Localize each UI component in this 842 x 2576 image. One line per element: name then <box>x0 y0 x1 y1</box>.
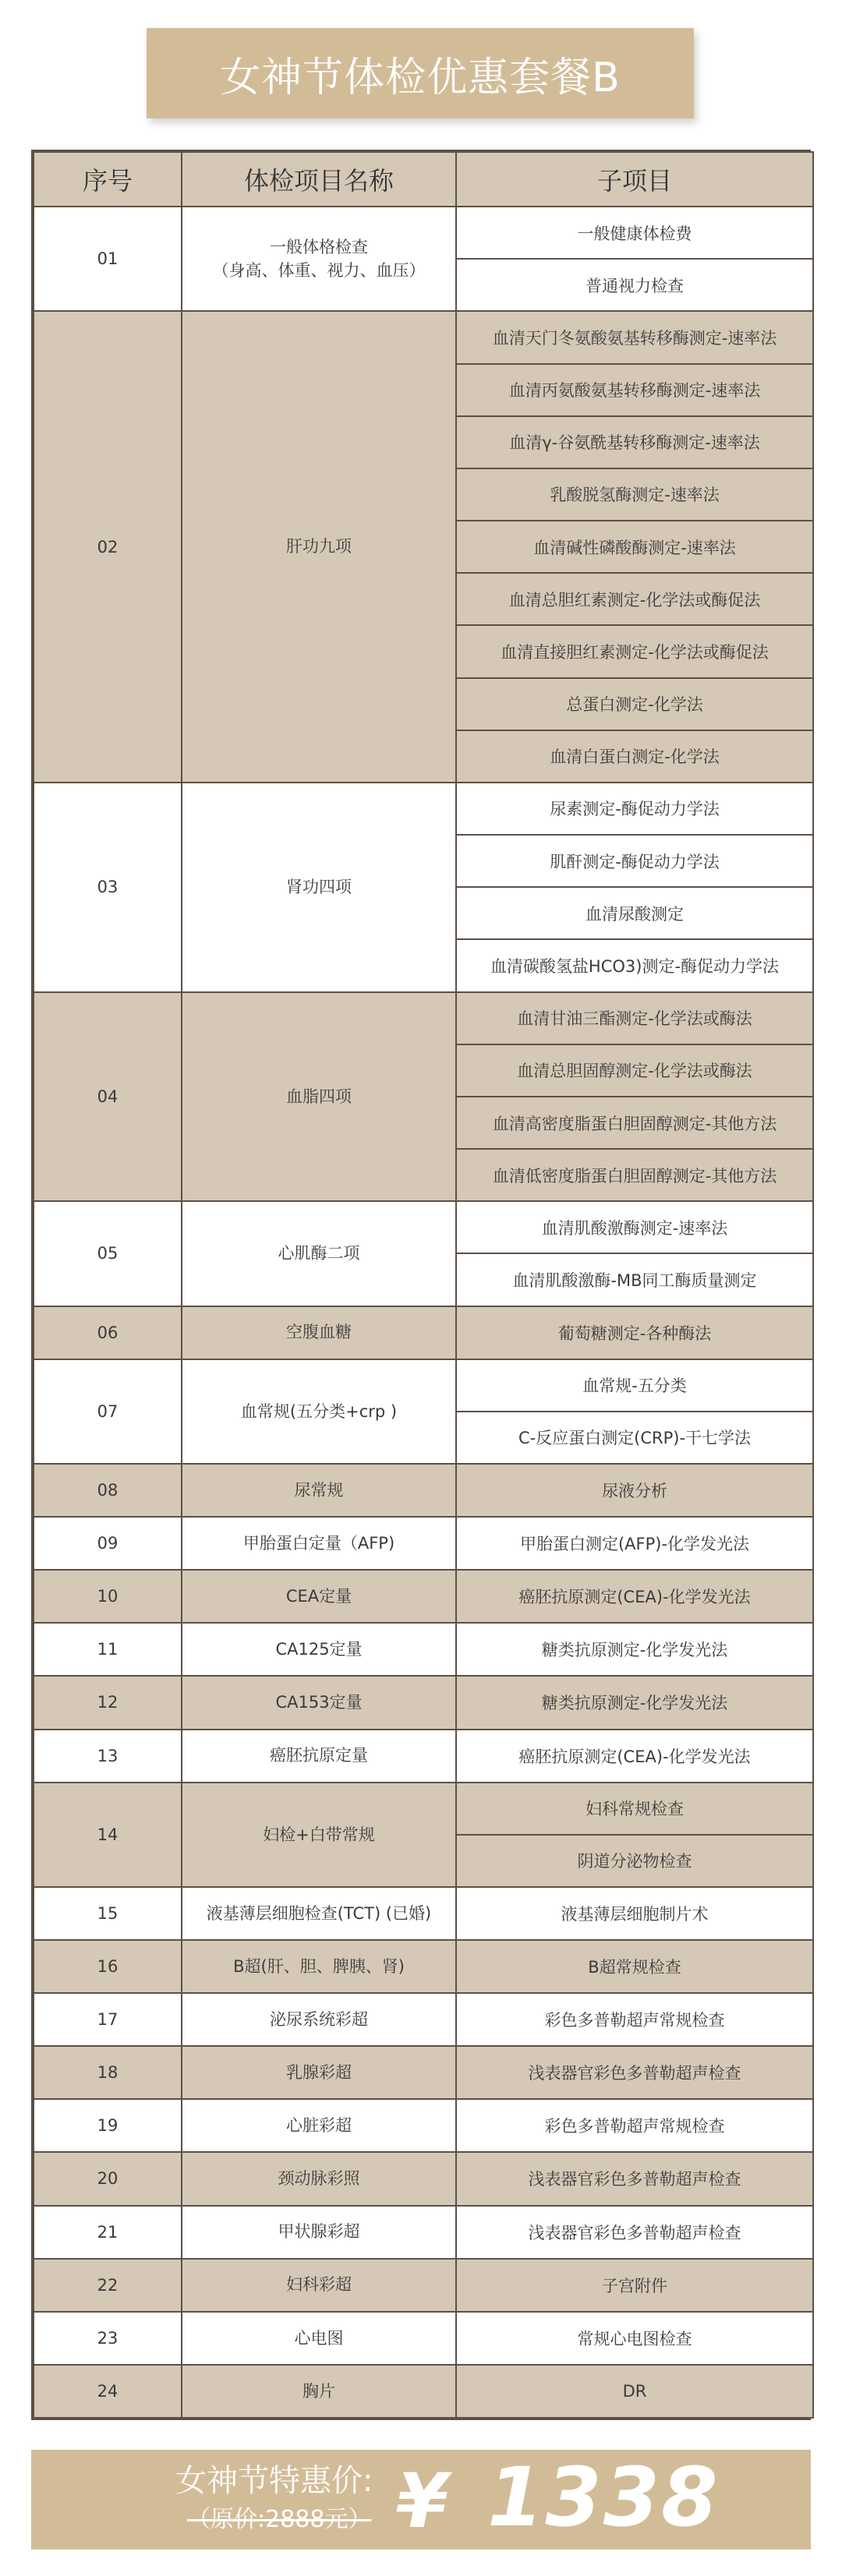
item-number: 20 <box>34 2152 182 2205</box>
table-row <box>34 1570 813 1623</box>
sub-item: 尿素测定-酶促动力学法 <box>456 783 813 835</box>
table-row <box>34 2312 813 2365</box>
item-name: CA125定量 <box>182 1623 456 1676</box>
header-no: 序号 <box>34 152 182 207</box>
sub-item: 阴道分泌物检查 <box>456 1835 813 1887</box>
item-name: 心肌酶二项 <box>182 1201 456 1306</box>
item-number: 08 <box>34 1464 182 1517</box>
item-name: 甲胎蛋白定量（AFP) <box>182 1517 456 1570</box>
item-number: 11 <box>34 1623 182 1676</box>
item-number: 24 <box>34 2365 182 2418</box>
item-name: 妇科彩超 <box>182 2259 456 2312</box>
table-row <box>34 1676 813 1729</box>
item-number: 17 <box>34 1993 182 2046</box>
item-number: 01 <box>34 207 182 311</box>
item-name: 肾功四项 <box>182 783 456 992</box>
item-name: 癌胚抗原定量 <box>182 1730 456 1783</box>
header-item-name: 体检项目名称 <box>182 152 456 207</box>
sub-item: 血清低密度脂蛋白胆固醇测定-其他方法 <box>456 1149 813 1201</box>
item-name: 泌尿系统彩超 <box>182 1993 456 2046</box>
sub-item: 血清甘油三酯测定-化学法或酶法 <box>456 992 813 1044</box>
item-number: 07 <box>34 1359 182 1464</box>
table-row <box>34 992 813 1044</box>
item-number: 05 <box>34 1201 182 1306</box>
sub-item: 糖类抗原测定-化学发光法 <box>456 1623 813 1676</box>
sub-item: 尿液分析 <box>456 1464 813 1517</box>
table-row <box>34 1887 813 1940</box>
table-row <box>34 2365 813 2418</box>
sub-item: 癌胚抗原测定(CEA)-化学发光法 <box>456 1730 813 1783</box>
item-number: 06 <box>34 1306 182 1359</box>
price-banner <box>31 2450 811 2549</box>
table-row <box>34 1940 813 1993</box>
item-name: 心脏彩超 <box>182 2099 456 2152</box>
sub-item: 血清白蛋白测定-化学法 <box>456 730 813 783</box>
item-number: 02 <box>34 311 182 783</box>
item-name: 心电图 <box>182 2312 456 2365</box>
sub-item: 血清肌酸激酶测定-速率法 <box>456 1201 813 1253</box>
table-row <box>34 1359 813 1412</box>
item-number: 22 <box>34 2259 182 2312</box>
page-title: 女神节体检优惠套餐B <box>147 28 694 118</box>
item-name: 乳腺彩超 <box>182 2046 456 2099</box>
item-number: 15 <box>34 1887 182 1940</box>
sub-item: 血清尿酸测定 <box>456 887 813 939</box>
sub-item: 浅表器官彩色多普勒超声检查 <box>456 2152 813 2205</box>
sub-item: 血清高密度脂蛋白胆固醇测定-其他方法 <box>456 1097 813 1149</box>
table-row <box>34 311 813 363</box>
item-name: 甲状腺彩超 <box>182 2206 456 2259</box>
item-name: 妇检+白带常规 <box>182 1783 456 1887</box>
sub-item: 肌酐测定-酶促动力学法 <box>456 835 813 887</box>
table-row <box>34 2099 813 2152</box>
package-table <box>31 150 811 2420</box>
promo-label: 女神节特惠价: <box>175 2463 373 2499</box>
sub-item: 彩色多普勒超声常规检查 <box>456 1993 813 2046</box>
item-name: 空腹血糖 <box>182 1306 456 1359</box>
sub-item: 血清总胆固醇测定-化学法或酶法 <box>456 1044 813 1097</box>
sub-item: 甲胎蛋白测定(AFP)-化学发光法 <box>456 1517 813 1570</box>
item-number: 09 <box>34 1517 182 1570</box>
sub-item: 血清γ-谷氨酰基转移酶测定-速率法 <box>456 416 813 468</box>
table-row <box>34 2046 813 2099</box>
item-name: 胸片 <box>182 2365 456 2418</box>
sub-item: 普通视力检查 <box>456 259 813 311</box>
item-number: 23 <box>34 2312 182 2365</box>
sub-item: 癌胚抗原测定(CEA)-化学发光法 <box>456 1570 813 1623</box>
item-number: 14 <box>34 1783 182 1887</box>
table-row <box>34 207 813 259</box>
header-sub-item: 子项目 <box>456 152 813 207</box>
sub-item: C-反应蛋白测定(CRP)-干七学法 <box>456 1412 813 1464</box>
sub-item: 血清直接胆红素测定-化学法或酶促法 <box>456 625 813 677</box>
item-name: 颈动脉彩照 <box>182 2152 456 2205</box>
sub-item: DR <box>456 2365 813 2418</box>
item-name: CEA定量 <box>182 1570 456 1623</box>
table-header-row <box>34 152 813 207</box>
table-row <box>34 1306 813 1359</box>
item-name: 一般体格检查 （身高、体重、视力、血压） <box>182 207 456 311</box>
item-name: 液基薄层细胞检查(TCT) (已婚) <box>182 1887 456 1940</box>
item-name: 尿常规 <box>182 1464 456 1517</box>
item-name: 血脂四项 <box>182 992 456 1202</box>
table-row <box>34 2206 813 2259</box>
item-name: B超(肝、胆、脾胰、肾) <box>182 1940 456 1993</box>
table-row <box>34 1201 813 1253</box>
sub-item: 血清丙氨酸氨基转移酶测定-速率法 <box>456 364 813 416</box>
sub-item: 血清碳酸氢盐HCO3)测定-酶促动力学法 <box>456 939 813 991</box>
sub-item: 血清总胆红素测定-化学法或酶促法 <box>456 573 813 625</box>
item-number: 03 <box>34 783 182 992</box>
promo-price: 1338 <box>487 2450 720 2545</box>
item-number: 04 <box>34 992 182 1202</box>
sub-item: 浅表器官彩色多普勒超声检查 <box>456 2206 813 2259</box>
table-row <box>34 783 813 835</box>
sub-item: 葡萄糖测定-各种酶法 <box>456 1306 813 1359</box>
sub-item: 常规心电图检查 <box>456 2312 813 2365</box>
item-number: 10 <box>34 1570 182 1623</box>
table-row <box>34 2259 813 2312</box>
table-body <box>34 207 813 2418</box>
sub-item: B超常规检查 <box>456 1940 813 1993</box>
sub-item: 液基薄层细胞制片术 <box>456 1887 813 1940</box>
table-row <box>34 1464 813 1517</box>
sub-item: 子宫附件 <box>456 2259 813 2312</box>
item-number: 12 <box>34 1676 182 1729</box>
sub-item: 浅表器官彩色多普勒超声检查 <box>456 2046 813 2099</box>
table-row <box>34 1730 813 1783</box>
sub-item: 糖类抗原测定-化学发光法 <box>456 1676 813 1729</box>
item-number: 16 <box>34 1940 182 1993</box>
sub-item: 血清肌酸激酶-MB同工酶质量测定 <box>456 1253 813 1306</box>
table-row <box>34 1623 813 1676</box>
table-row <box>34 1783 813 1835</box>
sub-item: 血常规-五分类 <box>456 1359 813 1412</box>
item-number: 18 <box>34 2046 182 2099</box>
item-name: 血常规(五分类+crp ) <box>182 1359 456 1464</box>
item-number: 19 <box>34 2099 182 2152</box>
item-name: 肝功九项 <box>182 311 456 783</box>
sub-item: 乳酸脱氢酶测定-速率法 <box>456 468 813 521</box>
table-row <box>34 1517 813 1570</box>
currency-symbol: ¥ <box>396 2458 448 2545</box>
item-number: 21 <box>34 2206 182 2259</box>
sub-item: 彩色多普勒超声常规检查 <box>456 2099 813 2152</box>
sub-item: 妇科常规检查 <box>456 1783 813 1835</box>
table-row <box>34 1993 813 2046</box>
sub-item: 一般健康体检费 <box>456 207 813 259</box>
sub-item: 血清天门冬氨酸氨基转移酶测定-速率法 <box>456 311 813 363</box>
table-row <box>34 2152 813 2205</box>
item-number: 13 <box>34 1730 182 1783</box>
sub-item: 总蛋白测定-化学法 <box>456 678 813 730</box>
original-price: （原价:2888元） <box>187 2506 372 2533</box>
sub-item: 血清碱性磷酸酶测定-速率法 <box>456 521 813 573</box>
item-name: CA153定量 <box>182 1676 456 1729</box>
